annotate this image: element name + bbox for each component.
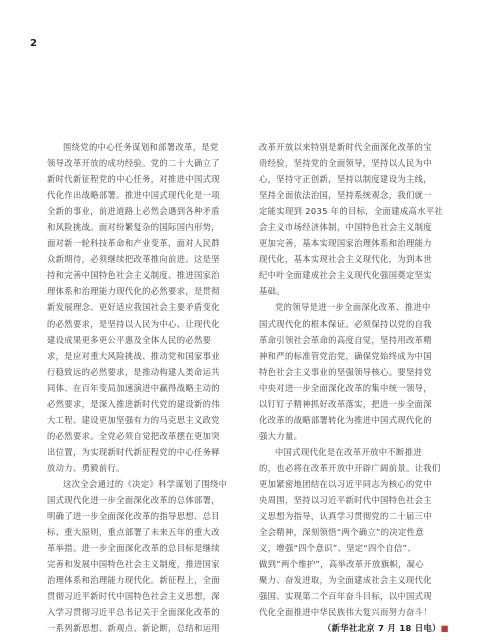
text-line: 围绕党的中心任务谋划和部署改革，是党 <box>63 142 219 152</box>
text-line: 建设成果更多更公平惠及全体人民的必然要 <box>47 334 212 345</box>
text-line: 纪中叶全面建成社会主义现代化强国奠定坚实 <box>259 270 432 281</box>
right-text-column <box>259 139 449 636</box>
text-line: 定能实现到 2035 年的目标，全面建成高水平社 <box>259 206 444 217</box>
text-line: 贯彻习近平新时代中国特色社会主义思想，深 <box>47 591 220 602</box>
source-credit <box>259 620 449 636</box>
text-line: 改革开放以来特别是新时代全面深化改革的宝 <box>259 142 432 152</box>
text-line: 义，增强“四个意识”、坚定“四个自信”、 <box>259 543 416 554</box>
text-line: 出位置，为实现新时代新征程党的中心任务释 <box>47 446 220 457</box>
text-line: 一系列新思想、新观点、新论断，总结和运用 <box>47 623 220 634</box>
text-line: 新发展理念、更好适应我国社会主要矛盾变化 <box>47 302 220 313</box>
text-line: 坚持全面依法治国，坚持系统观念，我们就一 <box>259 190 432 201</box>
text-line: 做到“两个维护”，高举改革开放旗帜，凝心 <box>259 559 424 570</box>
text-line: 的必然要求。全党必须自觉把改革摆在更加突 <box>47 430 220 441</box>
text-line: 同体、在百年变局加速演进中赢得战略主动的 <box>47 382 220 393</box>
text-line: 化改革的战略部署转化为推进中国式现代化的 <box>259 414 432 425</box>
text-line: 强大力量。 <box>259 430 303 441</box>
end-mark-icon: ■ <box>440 623 449 634</box>
text-line: 代化全面推进中华民族伟大复兴而努力奋斗！ <box>259 607 432 618</box>
text-line: 贵经验，坚持党的全面领导，坚持以人民为中 <box>259 158 432 169</box>
text-line: 理体系和治理能力现代化的必然要求，是贯彻 <box>47 286 220 297</box>
text-line: 中国式现代化是在改革开放中不断推进 <box>275 446 422 457</box>
text-line: 全会精神，深刻领悟“两个确立”的决定性意 <box>259 527 424 538</box>
page-number: 2 <box>30 38 37 49</box>
text-line: 强国、实现第二个百年奋斗目标，以中国式现 <box>259 591 432 602</box>
text-line: 行稳致远的必然要求，是推动构建人类命运共 <box>47 366 220 377</box>
text-line: 这次全会通过的《决定》科学谋划了围绕中 <box>63 478 228 489</box>
text-line: 更加紧密地团结在以习近平同志为核心的党中 <box>259 478 432 489</box>
text-line: 聚力、奋发进取，为全面建成社会主义现代化 <box>259 575 432 586</box>
text-line: 会主义市场经济体制，中国特色社会主义制度 <box>259 222 432 233</box>
text-line: 面对新一轮科技革命和产业变革，面对人民群 <box>47 238 220 249</box>
left-text-column <box>47 139 237 636</box>
source-text: （新华社北京 7 月 18 日电） <box>323 623 441 634</box>
text-line: 的必然要求，是坚持以人民为中心、让现代化 <box>47 318 220 329</box>
text-line: 央周围，坚持以习近平新时代中国特色社会主 <box>259 495 432 506</box>
text-line: 革举措。进一步全面深化改革的总目标是继续 <box>47 543 220 554</box>
text-line: 新时代新征程党的中心任务，对推进中国式现 <box>47 174 220 185</box>
text-line: 神和严的标准管党治党，确保党始终成为中国 <box>259 350 432 361</box>
text-line: 特色社会主义事业的坚强领导核心。要坚持党 <box>259 366 432 377</box>
text-line: 和风险挑战。面对纷繁复杂的国际国内形势， <box>47 222 220 233</box>
text-line: 心，坚持守正创新，坚持以制度建设为主线， <box>259 174 432 185</box>
text-line: 众新期待，必须继续把改革推向前进。这是坚 <box>47 254 220 265</box>
text-line: 放动力、勇毅前行。 <box>47 462 125 473</box>
text-line: 持和完善中国特色社会主义制度、推进国家治 <box>47 270 220 281</box>
text-line: 入学习贯彻习近平总书记关于全面深化改革的 <box>47 607 220 618</box>
text-line: 全新的事业，前进道路上必然会遇到各种矛盾 <box>47 206 220 217</box>
text-line: 革命引领社会革命的高度自觉，坚持用改革精 <box>259 334 432 345</box>
text-line: 国式现代化的根本保证。必须保持以党的自我 <box>259 318 432 329</box>
text-line: 明确了进一步全面深化改革的指导思想、总目 <box>47 511 220 522</box>
text-line: 的，也必将在改革开放中开辟广阔前景。让我们 <box>259 462 441 473</box>
text-line: 国式现代化进一步全面深化改革的总体部署， <box>47 495 220 506</box>
text-line: 代化作出战略部署。推进中国式现代化是一项 <box>47 190 220 201</box>
text-line: 标、重大原则，重点部署了未来五年的重大改 <box>47 527 220 538</box>
text-line: 治理体系和治理能力现代化。新征程上，全面 <box>47 575 220 586</box>
text-line: 大工程、建设更加坚强有力的马克思主义政党 <box>47 414 220 425</box>
text-line: 更加完善，基本实现国家治理体系和治理能力 <box>259 238 432 249</box>
text-line: 现代化，基本实现社会主义现代化，为到本世 <box>259 254 432 265</box>
text-line: 求，是应对重大风险挑战、推动党和国家事业 <box>47 350 220 361</box>
text-line: 领导改革开放的成功经验。党的二十大确立了 <box>47 158 220 169</box>
text-line: 基础。 <box>259 286 285 297</box>
text-line: 义思想为指导，认真学习贯彻党的二十届三中 <box>259 511 432 522</box>
text-line: 中央对进一步全面深化改革的集中统一领导， <box>259 382 432 393</box>
text-line: 必然要求，是深入推进新时代党的建设新的伟 <box>47 398 220 409</box>
text-line: 党的领导是进一步全面深化改革、推进中 <box>275 302 431 313</box>
text-line: 以钉钉子精神抓好改革落实，把进一步全面深 <box>259 398 432 409</box>
text-line: 完善和发展中国特色社会主义制度，推进国家 <box>47 559 220 570</box>
